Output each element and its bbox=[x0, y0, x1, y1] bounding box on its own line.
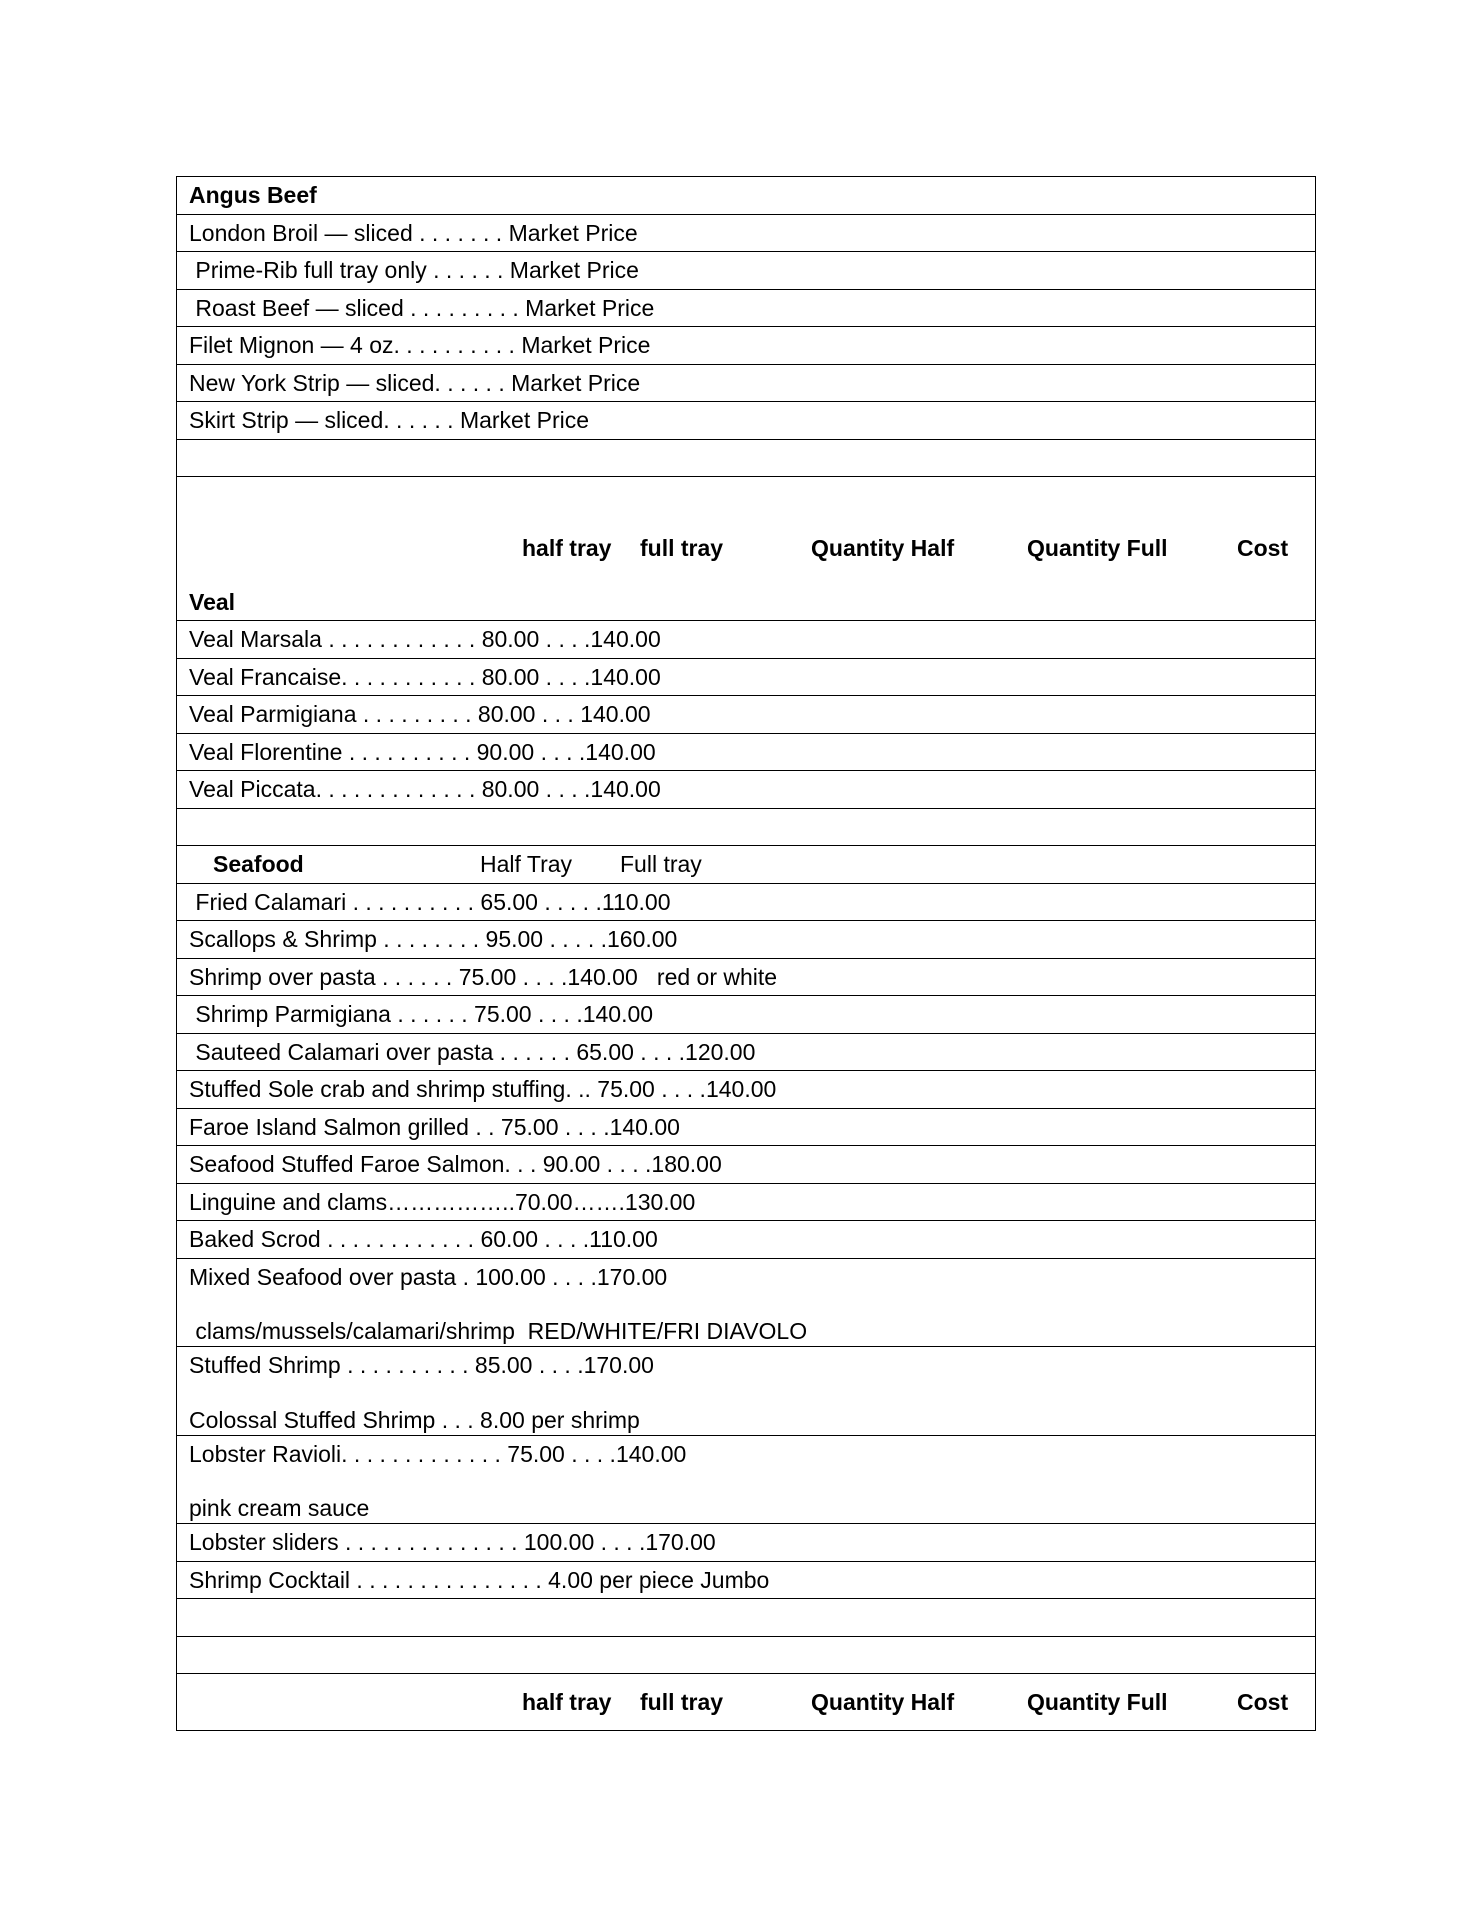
section-heading-veal: Veal bbox=[189, 589, 236, 615]
menu-item: Fried Calamari . . . . . . . . . . 65.00 . . . . .110.00 bbox=[189, 889, 671, 915]
col-header-quantity-half: Quantity Half bbox=[811, 1689, 955, 1715]
table-row bbox=[177, 327, 1315, 365]
table-row bbox=[177, 959, 1315, 996]
menu-item: Filet Mignon — 4 oz. . . . . . . . . . Market Price bbox=[189, 332, 651, 358]
empty-row bbox=[177, 440, 1315, 477]
empty-row bbox=[177, 1637, 1315, 1674]
table-row bbox=[177, 621, 1315, 659]
menu-item: Sauteed Calamari over pasta . . . . . . 65.00 . . . .120.00 bbox=[189, 1039, 756, 1065]
menu-item-note: pink cream sauce bbox=[189, 1495, 370, 1521]
menu-item: Veal Parmigiana . . . . . . . . . 80.00 . . . 140.00 bbox=[189, 701, 651, 727]
seafood-header-row bbox=[177, 846, 1315, 884]
seafood-full-tray-label: Full tray bbox=[620, 851, 702, 877]
menu-item: Baked Scrod . . . . . . . . . . . . 60.00 . . . .110.00 bbox=[189, 1226, 658, 1252]
table-row bbox=[177, 252, 1315, 290]
menu-item: Veal Francaise. . . . . . . . . . . 80.00 . . . .140.00 bbox=[189, 664, 661, 690]
menu-item: New York Strip — sliced. . . . . . Market Price bbox=[189, 370, 641, 396]
menu-table bbox=[176, 176, 1316, 1731]
table-row bbox=[177, 365, 1315, 402]
table-row bbox=[177, 1221, 1315, 1259]
menu-item-note: clams/mussels/calamari/shrimp RED/WHITE/FRI DIAVOLO bbox=[189, 1318, 808, 1344]
menu-item: Veal Florentine . . . . . . . . . . 90.00 . . . .140.00 bbox=[189, 739, 656, 765]
col-header-quantity-full: Quantity Full bbox=[1027, 1689, 1168, 1715]
col-header-quantity-half: Quantity Half bbox=[811, 535, 955, 561]
menu-item: Shrimp Cocktail . . . . . . . . . . . . . . . 4.00 per piece Jumbo bbox=[189, 1567, 770, 1593]
menu-item: Stuffed Shrimp . . . . . . . . . . 85.00 . . . .170.00 bbox=[189, 1352, 654, 1378]
menu-item: Lobster Ravioli. . . . . . . . . . . . . 75.00 . . . .140.00 bbox=[189, 1441, 687, 1467]
seafood-half-tray-label: Half Tray bbox=[480, 851, 573, 877]
menu-item: Stuffed Sole crab and shrimp stuffing. .. 75.00 . . . .140.00 bbox=[189, 1076, 777, 1102]
section-heading-angus-beef: Angus Beef bbox=[189, 182, 317, 208]
menu-item: Linguine and clams……………..70.00…….130.00 bbox=[189, 1189, 696, 1215]
menu-item: Prime-Rib full tray only . . . . . . Market Price bbox=[189, 257, 639, 283]
col-header-half-tray: half tray bbox=[522, 1689, 612, 1715]
menu-item: London Broil — sliced . . . . . . . Market Price bbox=[189, 220, 638, 246]
table-row bbox=[177, 1109, 1315, 1146]
empty-row bbox=[177, 1599, 1315, 1637]
table-row bbox=[177, 734, 1315, 771]
table-row bbox=[177, 1071, 1315, 1109]
menu-item: Roast Beef — sliced . . . . . . . . . Market Price bbox=[189, 295, 655, 321]
table-row bbox=[177, 1347, 1315, 1436]
table-row bbox=[177, 771, 1315, 809]
menu-item: Veal Piccata. . . . . . . . . . . . . 80.00 . . . .140.00 bbox=[189, 776, 661, 802]
menu-item-note: Colossal Stuffed Shrimp . . . 8.00 per shrimp bbox=[189, 1407, 640, 1433]
table-row bbox=[177, 215, 1315, 252]
col-header-half-tray: half tray bbox=[522, 535, 612, 561]
menu-item: Seafood Stuffed Faroe Salmon. . . 90.00 . . . .180.00 bbox=[189, 1151, 722, 1177]
menu-item: Scallops & Shrimp . . . . . . . . 95.00 . . . . .160.00 bbox=[189, 926, 678, 952]
table-row bbox=[177, 1146, 1315, 1184]
col-header-full-tray: full tray bbox=[640, 1689, 724, 1715]
table-row bbox=[177, 921, 1315, 959]
table-row bbox=[177, 1562, 1315, 1599]
table-row bbox=[177, 1524, 1315, 1562]
table-row bbox=[177, 290, 1315, 327]
column-header-row bbox=[177, 1674, 1315, 1730]
table-row bbox=[177, 177, 1315, 215]
menu-item: Skirt Strip — sliced. . . . . . Market Price bbox=[189, 407, 590, 433]
col-header-quantity-full: Quantity Full bbox=[1027, 535, 1168, 561]
menu-item: Faroe Island Salmon grilled . . 75.00 . . . .140.00 bbox=[189, 1114, 680, 1140]
table-row bbox=[177, 1259, 1315, 1347]
empty-row bbox=[177, 809, 1315, 846]
col-header-cost: Cost bbox=[1237, 535, 1289, 561]
table-row bbox=[177, 402, 1315, 440]
table-row bbox=[177, 659, 1315, 696]
table-row bbox=[177, 696, 1315, 734]
section-heading-seafood: Seafood bbox=[213, 851, 304, 877]
table-row bbox=[177, 996, 1315, 1034]
table-row bbox=[177, 1436, 1315, 1524]
menu-item: Mixed Seafood over pasta . 100.00 . . . .170.00 bbox=[189, 1264, 668, 1290]
table-row bbox=[177, 1184, 1315, 1221]
menu-item: Lobster sliders . . . . . . . . . . . . . . 100.00 . . . .170.00 bbox=[189, 1529, 716, 1555]
table-row bbox=[177, 1034, 1315, 1071]
menu-item: Veal Marsala . . . . . . . . . . . . 80.00 . . . .140.00 bbox=[189, 626, 661, 652]
col-header-cost: Cost bbox=[1237, 1689, 1289, 1715]
menu-item: Shrimp over pasta . . . . . . 75.00 . . . .140.00 red or white bbox=[189, 964, 778, 990]
menu-item: Shrimp Parmigiana . . . . . . 75.00 . . . .140.00 bbox=[189, 1001, 654, 1027]
table-row bbox=[177, 884, 1315, 921]
col-header-full-tray: full tray bbox=[640, 535, 724, 561]
column-header-row bbox=[177, 477, 1315, 621]
